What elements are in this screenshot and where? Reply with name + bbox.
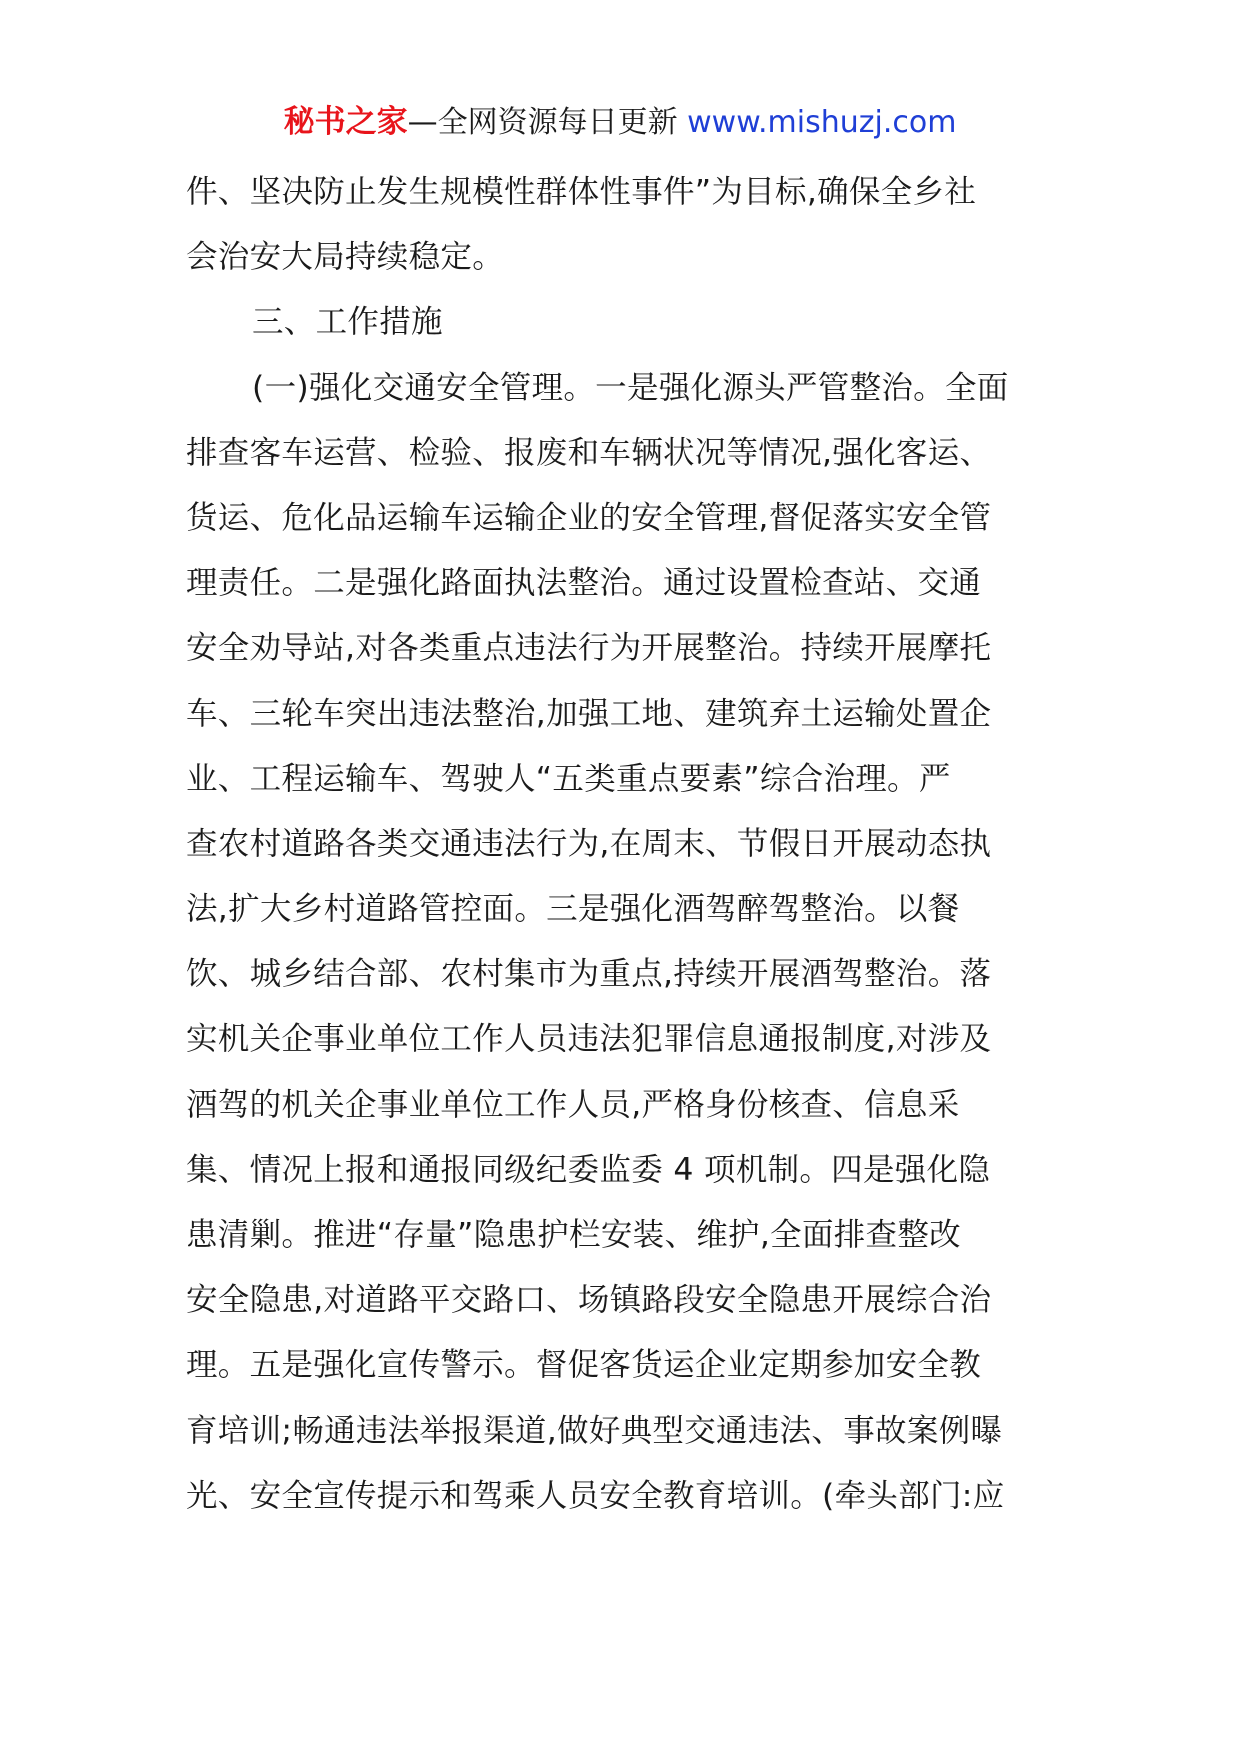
text-line: 患清剿。推进“存量”隐患护栏安装、维护,全面排查整改 bbox=[186, 1217, 961, 1253]
document-body bbox=[186, 160, 1058, 1529]
text-line: 会治安大局持续稳定。 bbox=[186, 239, 505, 276]
text-line: 育培训;畅通违法举报渠道,做好典型交通违法、事故案例曝 bbox=[186, 1412, 1003, 1449]
text-line: 三、工作措施 bbox=[252, 304, 443, 341]
site-url: www.mishuzj.com bbox=[687, 105, 957, 140]
text-line: 安全劝导站,对各类重点违法行为开展整治。持续开展摩托 bbox=[186, 630, 992, 667]
text-line: 集、情况上报和通报同级纪委监委 4 项机制。四是强化隐 bbox=[186, 1151, 991, 1188]
text-line: 法,扩大乡村道路管控面。三是强化酒驾醉驾整治。以餐 bbox=[186, 891, 960, 928]
site-brand: 秘书之家 bbox=[283, 104, 408, 140]
text-line: 排查客车运营、检验、报废和车辆状况等情况,强化客运、 bbox=[186, 434, 992, 471]
text-line: 货运、危化品运输车运输企业的安全管理,督促落实安全管 bbox=[186, 499, 992, 536]
text-line: 安全隐患,对道路平交路口、场镇路段安全隐患开展综合治 bbox=[186, 1282, 992, 1319]
site-tagline: —全网资源每日更新 bbox=[407, 105, 688, 140]
text-line: 件、坚决防止发生规模性群体性事件”为目标,确保全乡社 bbox=[186, 174, 977, 210]
text-line: 查农村道路各类交通违法行为,在周末、节假日开展动态执 bbox=[186, 825, 992, 862]
text-line: 光、安全宣传提示和驾乘人员安全教育培训。(牵头部门:应 bbox=[186, 1477, 1005, 1514]
text-line: 酒驾的机关企事业单位工作人员,严格身份核查、信息采 bbox=[186, 1086, 960, 1123]
text-line: 业、工程运输车、驾驶人“五类重点要素”综合治理。严 bbox=[186, 760, 951, 797]
text-line: 实机关企事业单位工作人员违法犯罪信息通报制度,对涉及 bbox=[186, 1021, 992, 1058]
text-line: 理。五是强化宣传警示。督促客货运企业定期参加安全教 bbox=[186, 1347, 982, 1384]
page-header bbox=[0, 100, 1240, 145]
text-line: 车、三轮车突出违法整治,加强工地、建筑弃土运输处置企 bbox=[186, 695, 992, 732]
text-line: 饮、城乡结合部、农村集市为重点,持续开展酒驾整治。落 bbox=[186, 956, 992, 993]
text-line: (一)强化交通安全管理。一是强化源头严管整治。全面 bbox=[252, 369, 1009, 406]
text-line: 理责任。二是强化路面执法整治。通过设置检查站、交通 bbox=[186, 565, 982, 602]
